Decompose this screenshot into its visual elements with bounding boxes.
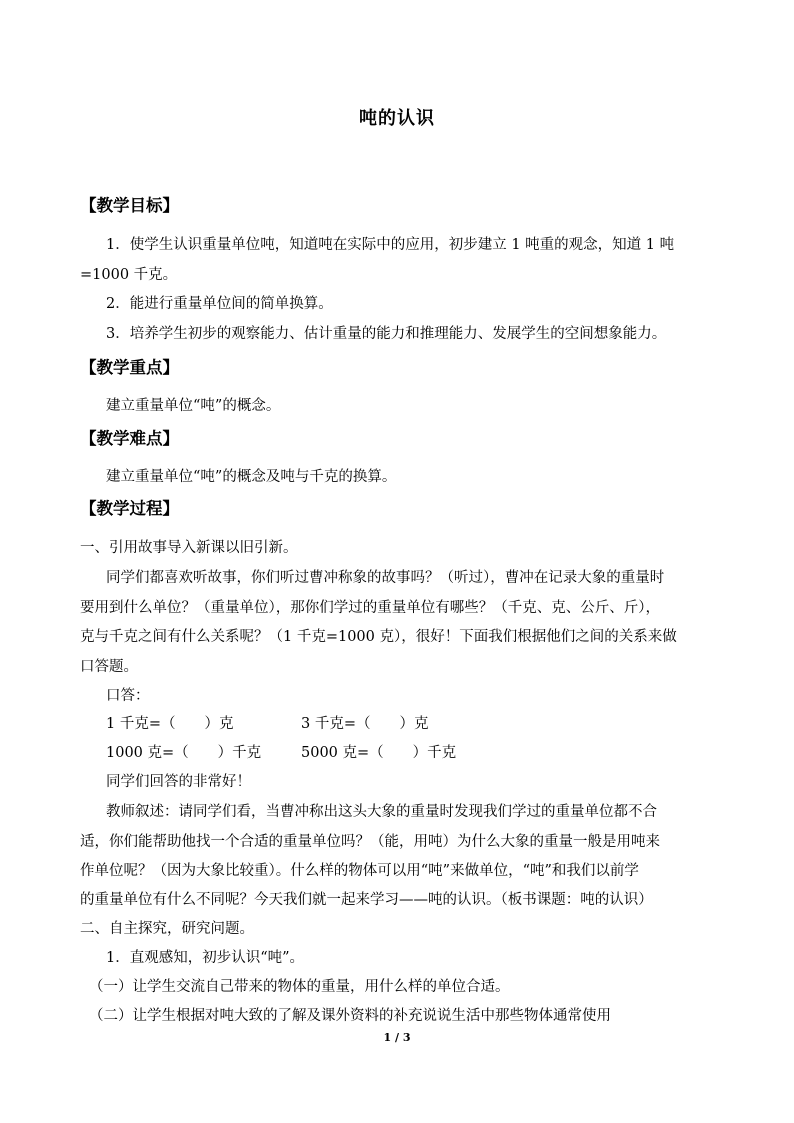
goal-1-line-2: =1000 千克。: [80, 267, 178, 283]
paragraph-1-line-2: 要用到什么单位？（重量单位），那你们学过的重量单位有哪些？（千克、克、公斤、斤），: [80, 600, 660, 616]
paragraph-2-line-2: 适，你们能帮助他找一个合适的重量单位吗？（能，用吨）为什么大象的重量一般是用吨来: [80, 834, 660, 850]
paragraph-2-line-3: 作单位呢？（因为大象比较重）。什么样的物体可以用“吨”来做单位，“吨”和我们以前学: [80, 863, 639, 879]
difficulty-heading: 【教学难点】: [80, 429, 179, 448]
document-title: 吨的认识: [359, 108, 435, 129]
goal-3: 3．培养学生初步的观察能力、估计重量的能力和推理能力、发展学生的空间想象能力。: [106, 326, 667, 342]
oral-question-1: 1 千克=（ ）克: [106, 716, 234, 732]
goal-2: 2．能进行重量单位间的简单换算。: [106, 296, 333, 312]
oral-question-4: 5000 克=（ ）千克: [301, 745, 457, 761]
paragraph-2-line-1: 教师叙述：请同学们看，当曹冲称出这头大象的重量时发现我们学过的重量单位都不合: [106, 804, 657, 820]
oral-question-3: 1000 克=（ ）千克: [106, 745, 262, 761]
paragraph-1-line-3: 克与千克之间有什么关系呢？（1 千克=1000 克），很好！下面我们根据他们之间的关系来做: [80, 629, 677, 645]
paragraph-1-line-4: 口答题。: [80, 659, 138, 675]
difficulty-text: 建立重量单位“吨”的概念及吨与千克的换算。: [106, 469, 397, 485]
paragraph-2-line-4: 的重量单位有什么不同呢？今天我们就一起来学习——吨的认识。（板书课题：吨的认识）: [80, 892, 653, 908]
process-heading: 【教学过程】: [80, 499, 179, 518]
oral-question-2: 3 千克=（ ）克: [301, 716, 429, 732]
praise-text: 同学们回答的非常好！: [106, 774, 251, 790]
paragraph-1-line-1: 同学们都喜欢听故事，你们听过曹冲称象的故事吗？（听过），曹冲在记录大象的重量时: [106, 570, 665, 586]
page-number: 1 / 3: [383, 1031, 411, 1044]
step-1: 1．直观感知，初步认识“吨”。: [106, 950, 305, 966]
oral-label: 口答：: [106, 688, 150, 704]
goal-1-line-1: 1．使学生认识重量单位吨，知道吨在实际中的应用，初步建立 1 吨重的观念，知道 1 吨: [106, 237, 675, 253]
part-2-title: 二、自主探究，研究问题。: [80, 921, 254, 937]
step-1-item-b: （二）让学生根据对吨大致的了解及课外资料的补充说说生活中那些物体通常使用: [89, 1008, 611, 1024]
goals-heading: 【教学目标】: [80, 196, 179, 215]
key-point-text: 建立重量单位“吨”的概念。: [106, 398, 281, 414]
part-1-title: 一、引用故事导入新课以旧引新。: [80, 540, 298, 556]
key-point-heading: 【教学重点】: [80, 358, 179, 377]
step-1-item-a: （一）让学生交流自己带来的物体的重量，用什么样的单位合适。: [89, 979, 510, 995]
